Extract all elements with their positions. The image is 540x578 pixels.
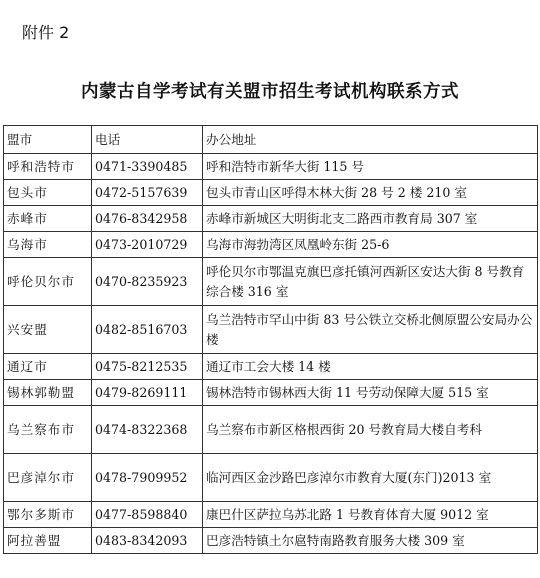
header-region: 盟市 xyxy=(4,126,92,154)
table-row xyxy=(4,232,538,258)
phone-cell: 0473-2010729 xyxy=(92,232,203,258)
phone-cell: 0476-8342958 xyxy=(92,206,203,232)
region-cell: 呼伦贝尔市 xyxy=(4,258,92,306)
header-address: 办公地址 xyxy=(203,126,538,154)
table-row xyxy=(4,406,538,454)
contact-table xyxy=(3,125,538,554)
region-cell: 呼和浩特市 xyxy=(4,154,92,180)
phone-cell: 0475-8212535 xyxy=(92,354,203,380)
table-row xyxy=(4,502,538,528)
table-row xyxy=(4,380,538,406)
phone-cell: 0483-8342093 xyxy=(92,528,203,554)
header-phone: 电话 xyxy=(92,126,203,154)
address-cell: 包头市青山区呼得木林大街 28 号 2 楼 210 室 xyxy=(203,180,538,206)
table-row xyxy=(4,206,538,232)
address-cell: 乌兰察布市新区格根西街 20 号教育局大楼自考科 xyxy=(203,406,538,454)
table-row xyxy=(4,180,538,206)
address-cell: 康巴什区萨拉乌苏北路 1 号教育体育大厦 9012 室 xyxy=(203,502,538,528)
region-cell: 鄂尔多斯市 xyxy=(4,502,92,528)
region-cell: 阿拉善盟 xyxy=(4,528,92,554)
phone-cell: 0470-8235923 xyxy=(92,258,203,306)
region-cell: 赤峰市 xyxy=(4,206,92,232)
address-cell: 呼和浩特市新华大街 115 号 xyxy=(203,154,538,180)
table-row xyxy=(4,454,538,502)
table-row xyxy=(4,154,538,180)
table-header-row xyxy=(4,126,538,154)
document-title: 内蒙古自学考试有关盟市招生考试机构联系方式 xyxy=(81,82,459,102)
table-row xyxy=(4,258,538,306)
address-cell: 赤峰市新城区大明街北支二路西市教育局 307 室 xyxy=(203,206,538,232)
region-cell: 锡林郭勒盟 xyxy=(4,380,92,406)
address-cell: 巴彦浩特镇土尔扈特南路教育服务大楼 309 室 xyxy=(203,528,538,554)
address-cell: 乌海市海勃湾区凤凰岭东街 25-6 xyxy=(203,232,538,258)
address-cell: 通辽市工会大楼 14 楼 xyxy=(203,354,538,380)
phone-cell: 0479-8269111 xyxy=(92,380,203,406)
address-cell: 乌兰浩特市罕山中街 83 号公铁立交桥北侧原盟公安局办公楼 xyxy=(203,306,538,354)
region-cell: 兴安盟 xyxy=(4,306,92,354)
address-cell: 临河西区金沙路巴彦淖尔市教育大厦(东门)2013 室 xyxy=(203,454,538,502)
address-cell: 锡林浩特市锡林西大街 11 号劳动保障大厦 515 室 xyxy=(203,380,538,406)
region-cell: 乌海市 xyxy=(4,232,92,258)
region-cell: 乌兰察布市 xyxy=(4,406,92,454)
phone-cell: 0482-8516703 xyxy=(92,306,203,354)
phone-cell: 0474-8322368 xyxy=(92,406,203,454)
table-row xyxy=(4,354,538,380)
region-cell: 包头市 xyxy=(4,180,92,206)
phone-cell: 0472-5157639 xyxy=(92,180,203,206)
region-cell: 巴彦淖尔市 xyxy=(4,454,92,502)
attachment-label: 附件 2 xyxy=(22,23,70,42)
table-row xyxy=(4,306,538,354)
region-cell: 通辽市 xyxy=(4,354,92,380)
address-cell: 呼伦贝尔市鄂温克旗巴彦托镇河西新区安达大街 8 号教育综合楼 316 室 xyxy=(203,258,538,306)
phone-cell: 0478-7909952 xyxy=(92,454,203,502)
phone-cell: 0477-8598840 xyxy=(92,502,203,528)
phone-cell: 0471-3390485 xyxy=(92,154,203,180)
table-row xyxy=(4,528,538,554)
